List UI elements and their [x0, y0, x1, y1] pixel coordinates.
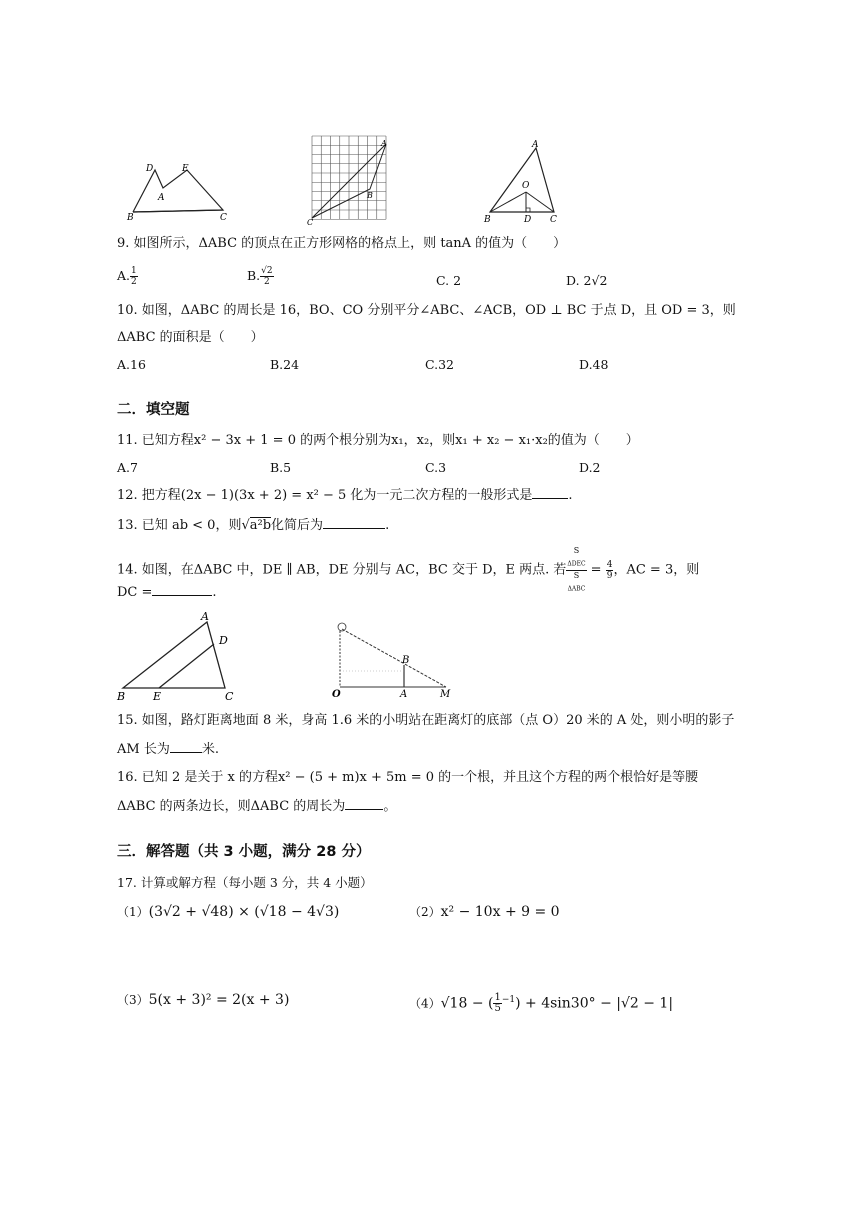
- label-grid-c: C: [307, 218, 314, 226]
- question-10-line2: ΔABC 的面积是（ ）: [117, 330, 264, 345]
- label-15-a: A: [400, 689, 408, 700]
- q10-option-b[interactable]: B.24: [270, 357, 300, 372]
- label-14-a: A: [201, 610, 209, 623]
- question-15-line1: 15. 如图，路灯距离地面 8 米，身高 1.6 米的小明站在距离灯的底部（点 O）20 米的 A 处，则小明的影子: [117, 713, 735, 728]
- q9-a-den: 2: [131, 277, 137, 287]
- question-14-line2: DC = .: [117, 585, 217, 600]
- label-b: B: [127, 213, 134, 222]
- q11-option-b[interactable]: B.5: [270, 460, 292, 475]
- label-15-b: B: [402, 655, 410, 666]
- figure-triangle-incenter: [482, 140, 562, 226]
- radical-icon: √: [241, 518, 250, 533]
- q11-option-d[interactable]: D.2: [579, 460, 601, 475]
- label-tri-b: B: [484, 215, 491, 225]
- q11-option-c[interactable]: C.3: [425, 460, 447, 475]
- q9-option-d[interactable]: D. 2√2: [566, 273, 608, 288]
- label-14-d: D: [219, 634, 228, 647]
- label-grid-a: A: [381, 139, 387, 148]
- section-2-title: 二．填空题: [117, 402, 190, 418]
- label-e: E: [182, 164, 189, 174]
- question-12: 12. 把方程(2x − 1)(3x + 2) = x² − 5 化为一元二次方程的一般形式是 .: [117, 488, 573, 503]
- question-14-line1: 14. 如图，在ΔABC 中，DE ∥ AB，DE 分别与 AC，BC 交于 D，E 两点. 若 S $_{\Delta DEC}$ S $_{\Delta ABC}$ = $\frac{4}{9}$ ，AC = 3，则: [117, 546, 700, 593]
- q9-b-den: 2: [264, 277, 270, 287]
- q14-answer-blank[interactable]: [152, 583, 212, 596]
- figure-quadrilateral: [125, 160, 235, 222]
- question-10-line1: 10. 如图，ΔABC 的周长是 16，BO、CO 分别平分∠ABC、∠ACB，OD ⊥ BC 于点 D，且 OD = 3，则: [117, 303, 736, 318]
- label-14-e: E: [153, 690, 162, 702]
- question-15-line2: AM 长为 米.: [117, 742, 219, 757]
- question-9: 9. 如图所示，ΔABC 的顶点在正方形网格的格点上，则 tanA 的值为（ ）: [117, 236, 567, 251]
- q9-option-b[interactable]: B. $\frac{√2}{2}$: [247, 266, 273, 287]
- label-14-c: C: [225, 690, 234, 702]
- q9-a-num: 1: [131, 266, 137, 276]
- label-d: D: [146, 164, 154, 174]
- question-16-line2: ΔABC 的两条边长，则ΔABC 的周长为 。: [117, 799, 397, 814]
- figure-q14-triangle: [115, 610, 245, 702]
- figure-grid-triangle: [306, 132, 396, 226]
- label-15-m: M: [440, 689, 451, 700]
- question-17-intro: 17. 计算或解方程（每小题 3 分，共 4 小题）: [117, 875, 373, 890]
- q10-option-c[interactable]: C.32: [425, 357, 454, 372]
- lamp-icon: [338, 623, 346, 631]
- q17-part-3: （3）5(x + 3)² = 2(x + 3): [117, 992, 290, 1008]
- question-13: 13. 已知 ab < 0，则√a²b化简后为 .: [117, 518, 390, 533]
- label-tri-c: C: [550, 215, 557, 225]
- question-16-line1: 16. 已知 2 是关于 x 的方程x² − (5 + m)x + 5m = 0 的一个根，并且这个方程的两个根恰好是等腰: [117, 770, 699, 785]
- q15-answer-blank[interactable]: [170, 740, 202, 753]
- q17-part-2: （2）x² − 10x + 9 = 0: [409, 904, 560, 920]
- label-tri-o: O: [522, 181, 530, 191]
- label-tri-d: D: [524, 215, 532, 225]
- question-11: 11. 已知方程x² − 3x + 1 = 0 的两个根分别为x₁，x₂，则x₁ + x₂ − x₁·x₂的值为（ ）: [117, 433, 639, 448]
- q10-option-d[interactable]: D.48: [579, 357, 609, 372]
- q12-answer-blank[interactable]: [532, 486, 568, 499]
- label-tri-a: A: [532, 140, 539, 150]
- q10-option-a[interactable]: A.16: [117, 357, 146, 372]
- label-15-o: O: [332, 689, 341, 700]
- section-3-title: 三．解答题（共 3 小题，满分 28 分）: [117, 844, 371, 860]
- label-14-b: B: [117, 690, 126, 702]
- q9-option-c[interactable]: C. 2: [436, 273, 462, 288]
- q16-answer-blank[interactable]: [345, 797, 383, 810]
- q17-part-4: （4）√18 − ( $\frac{1}{5}$ $^{-1}$) + 4sin30° − |√2 − 1|: [409, 992, 674, 1015]
- q13-answer-blank[interactable]: [323, 516, 385, 529]
- q9-b-num: √2: [261, 266, 273, 276]
- q9-option-a[interactable]: A. $\frac{1}{2}$: [117, 266, 137, 287]
- figure-q15-streetlight: [328, 615, 458, 701]
- label-grid-b: B: [367, 191, 373, 200]
- label-c: C: [220, 213, 227, 222]
- label-a: A: [158, 193, 165, 203]
- q17-part-1: （1）(3√2 + √48) × (√18 − 4√3): [117, 904, 340, 920]
- q11-option-a[interactable]: A.7: [117, 460, 138, 475]
